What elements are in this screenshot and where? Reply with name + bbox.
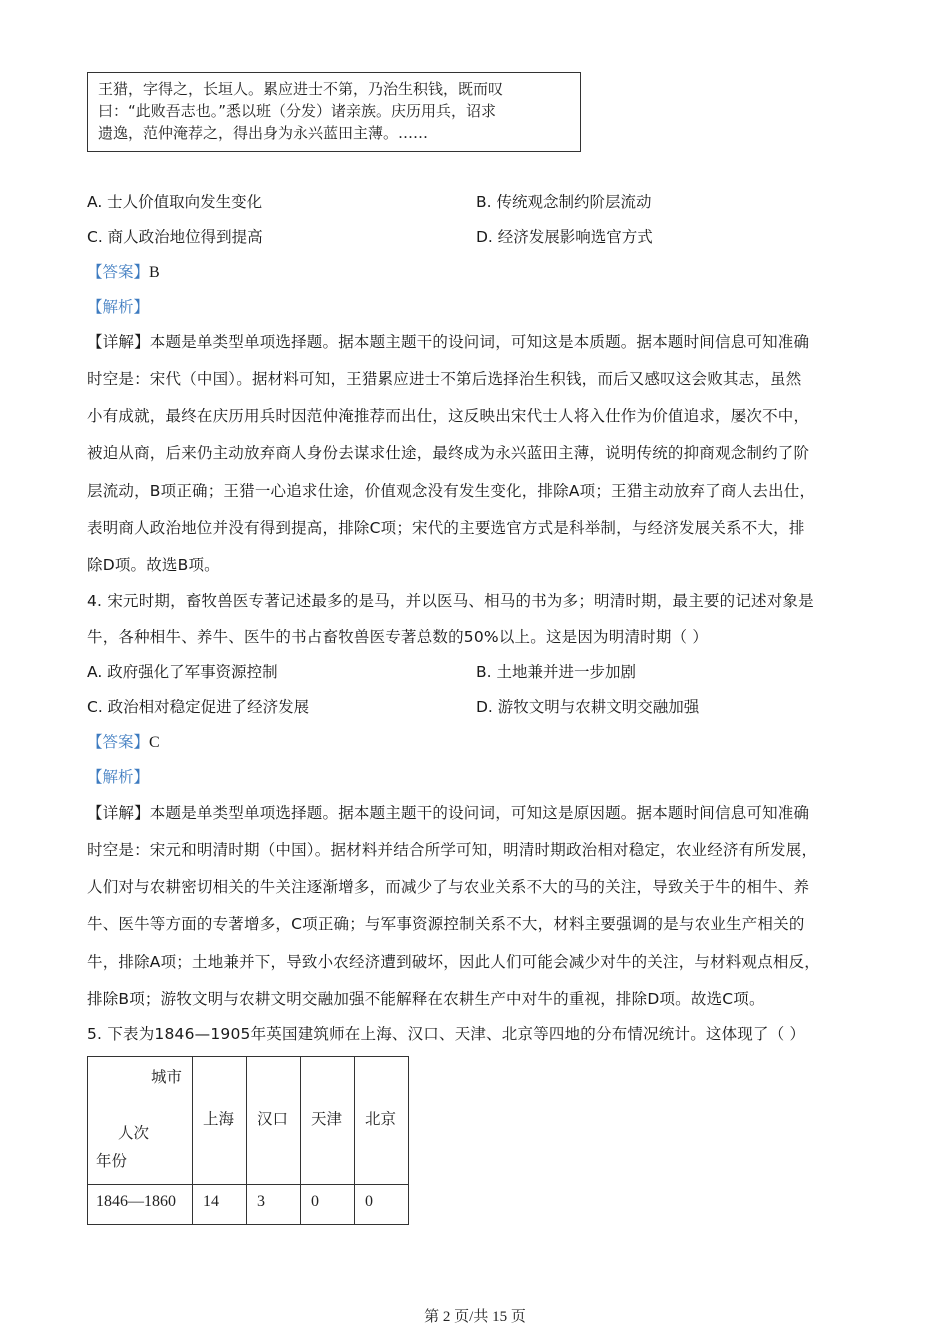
q3-option-b: B. 传统观念制约阶层流动 <box>476 193 652 211</box>
column-header: 天津 <box>301 1057 355 1185</box>
answer-label: 【答案】 <box>87 263 150 281</box>
q3-answer <box>87 262 160 283</box>
page-indicator: 第 2 页/共 15 页 <box>424 1309 526 1325</box>
q4-option-c: C. 政治相对稳定促进了经济发展 <box>87 698 310 716</box>
q3-detail-line: 被迫从商，后来仍主动放弃商人身份去谋求仕途，最终成为永兴蓝田主薄，说明传统的抑商观念制约了阶 <box>87 444 810 462</box>
quote-line: 曰：“此败吾志也。”悉以班（分发）诸亲族。庆历用兵，诏求 <box>98 102 497 120</box>
corner-label-city: 城市 <box>150 1068 182 1086</box>
answer-label: 【答案】 <box>87 733 150 751</box>
q3-option-a: A. 士人价值取向发生变化 <box>87 193 263 211</box>
quote-line: 王猎，字得之，长垣人。累应进士不第，乃治生积钱，既而叹 <box>98 80 504 98</box>
q4-detail-line: 牛，排除A项；土地兼并下，导致小农经济遭到破坏，因此人们可能会减少对牛的关注，与材料观点相反， <box>87 953 821 971</box>
q4-option-b: B. 土地兼并进一步加剧 <box>476 663 636 681</box>
row-period: 1846—1860 <box>88 1185 193 1225</box>
q3-detail-line: 除D项。故选B项。 <box>87 556 220 574</box>
q4-detail-line: 排除B项；游牧文明与农耕文明交融加强不能解释在农耕生产中对牛的重视，排除D项。故选C项。 <box>87 990 765 1008</box>
corner-label-year: 年份 <box>96 1152 128 1170</box>
q5-stem: 5. 下表为1846—1905年英国建筑师在上海、汉口、天津、北京等四地的分布情况统计。这体现了（ ） <box>87 1025 806 1043</box>
q3-detail-line: 表明商人政治地位并没有得到提高，排除C项；宋代的主要选官方式是科举制，与经济发展关系不大，排 <box>87 519 805 537</box>
table-cell: 3 <box>247 1185 301 1225</box>
table-row <box>88 1185 409 1225</box>
q4-detail-line: 【详解】本题是单类型单项选择题。据本题主题干的设问词，可知这是原因题。据本题时间信息可知准确 <box>87 804 810 822</box>
q3-analysis-label: 【解析】 <box>87 298 150 316</box>
column-header: 北京 <box>355 1057 409 1185</box>
q3-option-c: C. 商人政治地位得到提高 <box>87 228 263 246</box>
answer-value: B <box>149 264 160 281</box>
table-cell: 14 <box>193 1185 247 1225</box>
column-header: 上海 <box>193 1057 247 1185</box>
q4-answer <box>87 732 160 753</box>
source-quote-box <box>87 72 581 152</box>
q3-detail-line: 时空是：宋代（中国）。据材料可知，王猎累应进士不第后选择治生积钱，而后又感叹这会败其志，虽然 <box>87 370 802 388</box>
q4-option-d: D. 游牧文明与农耕文明交融加强 <box>476 698 700 716</box>
answer-value: C <box>149 734 160 751</box>
architect-distribution-table <box>87 1056 409 1225</box>
q3-detail-line: 层流动，B项正确；王猎一心追求仕途，价值观念没有发生变化，排除A项；王猎主动放弃了商人去出仕， <box>87 482 816 500</box>
column-header: 汉口 <box>247 1057 301 1185</box>
q4-analysis-label: 【解析】 <box>87 768 150 786</box>
q3-option-d: D. 经济发展影响选官方式 <box>476 228 653 246</box>
q3-detail-line: 【详解】本题是单类型单项选择题。据本题主题干的设问词，可知这是本质题。据本题时间信息可知准确 <box>87 333 810 351</box>
q4-detail-line: 人们对与农耕密切相关的牛关注逐渐增多，而减少了与农业关系不大的马的关注，导致关于牛的相牛、养 <box>87 878 810 896</box>
table-corner-cell <box>88 1057 193 1185</box>
table-header-row <box>88 1057 409 1185</box>
q4-stem-line: 牛，各种相牛、养牛、医牛的书占畜牧兽医专著总数的50%以上。这是因为明清时期（ ） <box>87 628 709 646</box>
table-cell: 0 <box>355 1185 409 1225</box>
q3-detail-line: 小有成就，最终在庆历用兵时因范仲淹推荐而出仕，这反映出宋代士人将入仕作为价值追求，屡次不中， <box>87 407 810 425</box>
quote-line: 遗逸，范仲淹荐之，得出身为永兴蓝田主薄。…… <box>98 124 429 142</box>
table-cell: 0 <box>301 1185 355 1225</box>
q4-detail-line: 时空是：宋元和明清时期（中国）。据材料并结合所学可知，明清时期政治相对稳定，农业经济有所发展， <box>87 841 818 859</box>
q4-stem-line: 4. 宋元时期，畜牧兽医专著记述最多的是马，并以医马、相马的书为多；明清时期，最主要的记述对象是 <box>87 592 814 610</box>
q4-detail-line: 牛、医牛等方面的专著增多，C项正确；与军事资源控制关系不大，材料主要强调的是与农业生产相关的 <box>87 915 805 933</box>
corner-label-count: 人次 <box>118 1124 150 1142</box>
q4-option-a: A. 政府强化了军事资源控制 <box>87 663 278 681</box>
